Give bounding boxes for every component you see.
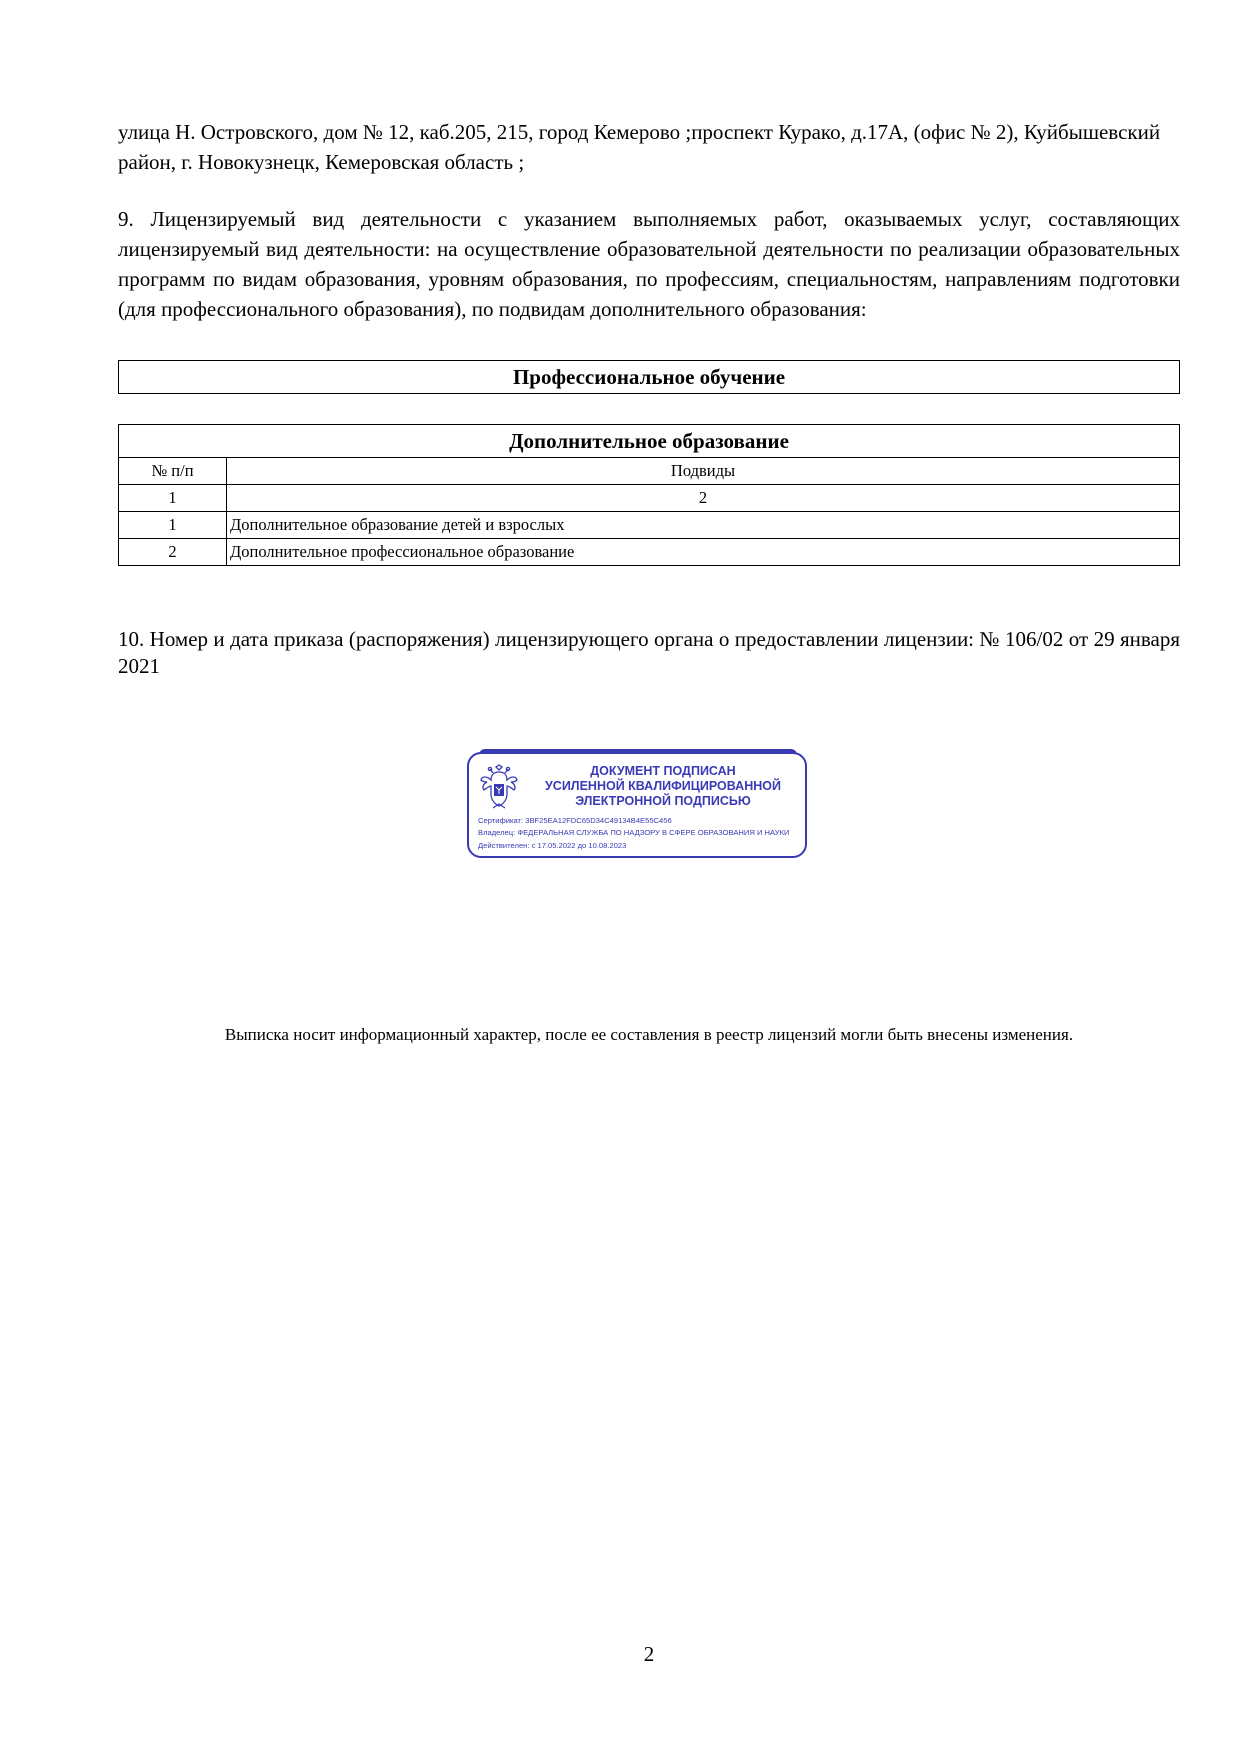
row-number: 2	[119, 539, 227, 566]
index-cell-2: 2	[227, 485, 1180, 512]
stamp-validity: Действителен: с 17.05.2022 до 10.08.2023	[478, 840, 627, 850]
footer-disclaimer: Выписка носит информационный характер, после ее составления в реестр лицензий могли быть внесены изменения.	[224, 1025, 1074, 1044]
professional-training-title: Профессиональное обучение	[119, 361, 1180, 394]
header-subtypes: Подвиды	[227, 458, 1180, 485]
stamp-heading-line-3: ЭЛЕКТРОННОЙ ПОДПИСЬЮ	[575, 794, 751, 808]
stamp-details	[478, 815, 808, 852]
stamp-top-ribbon	[479, 749, 797, 758]
additional-education-title: Дополнительное образование	[119, 425, 1180, 458]
additional-education-table	[118, 424, 1180, 566]
stamp-heading	[529, 764, 797, 809]
section-10-paragraph: 10. Номер и дата приказа (распоряжения) лицензирующего органа о предоставлении лицензии: № 106/02 от 29 января 2021	[118, 627, 1180, 678]
row-number: 1	[119, 512, 227, 539]
table-header-row	[119, 458, 1180, 485]
stamp-heading-line-1: ДОКУМЕНТ ПОДПИСАН	[590, 764, 736, 778]
header-number: № п/п	[119, 458, 227, 485]
section-9-paragraph: 9. Лицензируемый вид деятельности с указанием выполняемых работ, оказываемых услуг, составляющих лицензируемый вид деятельности: на осуществление образовательной деятельности по реализации образовательных программ по видам образования, уровням образования, по профессиям, специальностям, направлениям подготовки (для профессионального образования), по подвидам дополнительного образования:	[118, 207, 1180, 321]
table-index-row	[119, 485, 1180, 512]
stamp-certificate: Сертификат: 3BF25EA12FDC65D34C49134B4E55C456	[478, 816, 672, 825]
electronic-signature-stamp	[467, 752, 807, 858]
row-subtype: Дополнительное профессиональное образование	[227, 539, 1180, 566]
row-subtype: Дополнительное образование детей и взрослых	[227, 512, 1180, 539]
index-cell-1: 1	[119, 485, 227, 512]
coat-of-arms-icon	[479, 764, 519, 810]
professional-training-table	[118, 360, 1180, 394]
stamp-heading-line-2: УСИЛЕННОЙ КВАЛИФИЦИРОВАННОЙ	[545, 779, 781, 793]
address-paragraph: улица Н. Островского, дом № 12, каб.205, 215, город Кемерово ;проспект Курако, д.17А, (офис № 2), Куйбышевский район, г. Новокузнецк, Кемеровская область ;	[118, 120, 1161, 174]
table-row	[119, 512, 1180, 539]
page-number: 2	[643, 1642, 655, 1666]
table-row	[119, 539, 1180, 566]
stamp-owner: Владелец: ФЕДЕРАЛЬНАЯ СЛУЖБА ПО НАДЗОРУ В СФЕРЕ ОБРАЗОВАНИЯ И НАУКИ	[478, 828, 790, 838]
